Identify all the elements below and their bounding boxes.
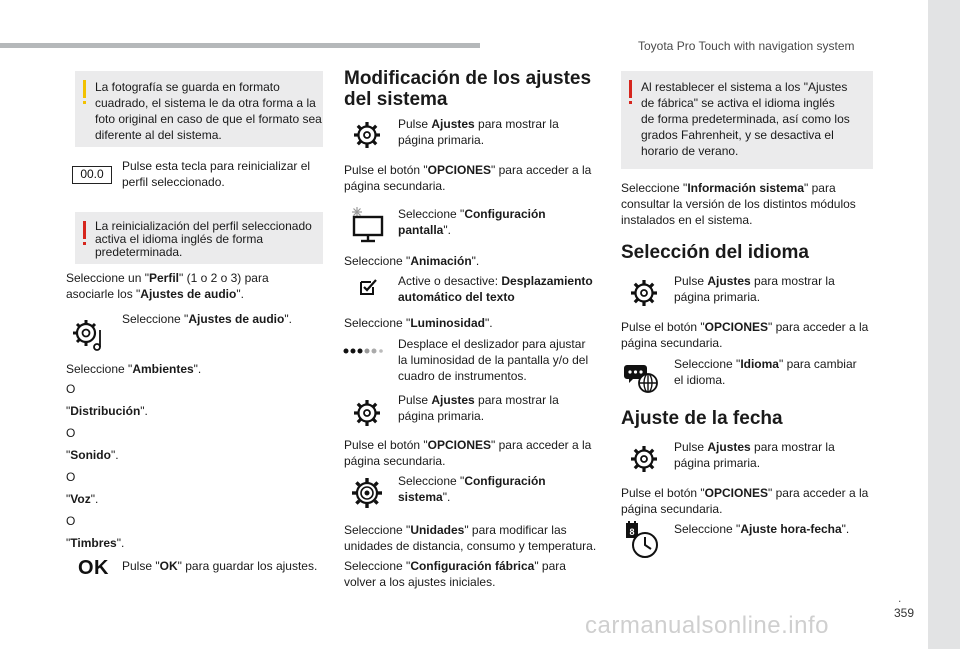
system-config-icon <box>350 476 384 510</box>
checkbox-icon <box>359 277 379 297</box>
opciones-text-2: Pulse el botón "OPCIONES" para acceder a la página secundaria. <box>344 438 592 468</box>
ajustes-text-2: Pulse Ajustes para mostrar la página primaria. <box>398 393 559 423</box>
header-title: Toyota Pro Touch with navigation system <box>638 39 855 53</box>
voz-text: "Voz". <box>66 492 99 506</box>
animacion-text: Seleccione "Animación". <box>344 254 480 268</box>
slider-text: Desplace el deslizador para ajustar la luminosidad de la pantalla y/o del cuadro de instrumentos. <box>398 337 589 383</box>
unidades-text: Seleccione "Unidades" para modificar las unidades de distancia, consumo y temperatura. <box>344 523 597 553</box>
header-bar <box>0 43 480 48</box>
ok-icon: OK <box>78 557 109 579</box>
settings-gear-icon <box>352 120 382 150</box>
opciones-text-3: Pulse el botón "OPCIONES" para acceder a la página secundaria. <box>621 320 869 350</box>
reset-key-icon: 00.0 <box>72 166 112 184</box>
reset-text: Pulse esta tecla para reinicializar el perfil seleccionado. <box>122 159 311 189</box>
page-number: 359 <box>894 606 915 620</box>
watermark: carmanualsonline.info <box>585 612 829 639</box>
info-icon <box>83 80 86 98</box>
screen-config-icon <box>348 206 386 244</box>
opciones-text-1: Pulse el botón "OPCIONES" para acceder a la página secundaria. <box>344 163 592 193</box>
ajustes-text-3: Pulse Ajustes para mostrar la página primaria. <box>674 274 835 304</box>
or-1: O <box>66 382 76 396</box>
language-title: Selección del idioma <box>621 242 809 263</box>
or-4: O <box>66 514 76 528</box>
settings-gear-icon <box>352 398 382 428</box>
fabrica-text: Seleccione "Configuración fábrica" para volver a los ajustes iniciales. <box>344 559 566 589</box>
settings-gear-icon <box>629 444 659 474</box>
distribucion-text: "Distribución". <box>66 404 148 418</box>
fecha-text: Seleccione "Ajuste hora-fecha". <box>674 522 850 536</box>
language-icon <box>624 361 660 395</box>
or-3: O <box>66 470 76 484</box>
note-photo: La fotografía se guarda en formato cuadrado, el sistema le da otra forma a la foto original en caso de que el formato sea diferente al del sistema. <box>75 71 323 147</box>
ok-text: Pulse "OK" para guardar los ajustes. <box>122 559 318 573</box>
desplazamiento-text: Active o desactive: Desplazamiento automático del texto <box>398 274 593 304</box>
ambientes-text: Seleccione "Ambientes". <box>66 362 202 376</box>
warning-icon <box>629 80 632 98</box>
svg-text:8: 8 <box>629 527 635 537</box>
idioma-text: Seleccione "Idioma" para cambiar el idioma. <box>674 357 857 387</box>
settings-gear-icon <box>629 278 659 308</box>
date-title: Ajuste de la fecha <box>621 408 783 429</box>
luminosidad-text: Seleccione "Luminosidad". <box>344 316 493 330</box>
sonido-text: "Sonido". <box>66 448 119 462</box>
config-pantalla-text: Seleccione "Configuración pantalla". <box>398 207 546 237</box>
warning-icon <box>83 221 86 239</box>
select-profile-text: Seleccione un "Perfil" (1 o 2 o 3) para asociarle los "Ajustes de audio". <box>66 271 269 301</box>
info-sistema-text: Seleccione "Información sistema" para consultar la versión de los distintos módulos instalados en el sistema. <box>621 181 856 227</box>
or-2: O <box>66 426 76 440</box>
clock-calendar-icon <box>624 520 662 560</box>
ajustes-text-1: Pulse Ajustes para mostrar la página primaria. <box>398 117 559 147</box>
timbres-text: "Timbres". <box>66 536 125 550</box>
system-settings-title: Modificación de los ajustes del sistema <box>344 68 592 110</box>
audio-settings-text: Seleccione "Ajustes de audio". <box>122 312 292 326</box>
page-dot: . <box>898 591 902 605</box>
brightness-slider-icon <box>343 346 383 356</box>
side-strip <box>928 0 960 649</box>
ajustes-text-4: Pulse Ajustes para mostrar la página primaria. <box>674 440 835 470</box>
audio-settings-icon <box>72 316 106 352</box>
note-reset: La reinicialización del perfil seleccionado activa el idioma inglés de forma predeterminada. <box>75 212 323 264</box>
opciones-text-4: Pulse el botón "OPCIONES" para acceder a la página secundaria. <box>621 486 869 516</box>
config-sistema-text: Seleccione "Configuración sistema". <box>398 474 546 504</box>
note-factory: Al restablecer el sistema a los "Ajustes de fábrica" se activa el idioma inglés de forma predeterminada, así como los grados Fahrenheit, y se desactiva el horario de verano. <box>621 71 873 169</box>
